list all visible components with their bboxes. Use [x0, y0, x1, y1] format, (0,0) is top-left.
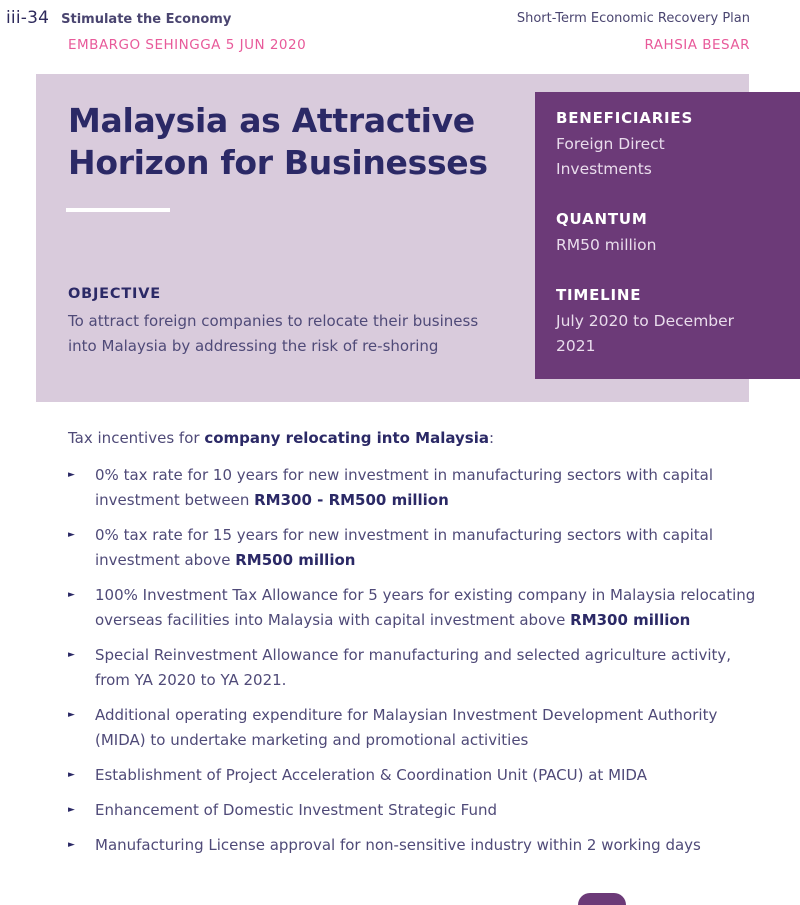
- triangle-right-icon: ►: [68, 530, 75, 540]
- list-item: [68, 643, 758, 693]
- beneficiaries-line2: Investments: [556, 160, 652, 178]
- list-item-text: Manufacturing License approval for non-sensitive industry within 2 working days: [95, 836, 701, 854]
- quantum-value: RM50 million: [556, 236, 657, 254]
- page-corner-tab: [578, 893, 626, 905]
- list-item-bold: RM500 million: [235, 551, 356, 569]
- objective-line1: To attract foreign companies to relocate their business: [68, 312, 479, 330]
- list-item-text: Enhancement of Domestic Investment Strategic Fund: [95, 801, 497, 819]
- plan-name: Short-Term Economic Recovery Plan: [516, 11, 750, 26]
- list-item-bold: RM300 million: [570, 611, 691, 629]
- triangle-right-icon: ►: [68, 770, 75, 780]
- page-header-left: [6, 8, 231, 28]
- beneficiaries-line1: Foreign Direct: [556, 135, 665, 153]
- objective-line2: into Malaysia by addressing the risk of re-shoring: [68, 337, 439, 355]
- incentives-intro: [68, 429, 494, 447]
- list-item-text: 100% Investment Tax Allowance for 5 years for existing company in Malaysia relocating overseas facilities into Malaysia with capital investment above: [95, 586, 756, 629]
- summary-panel: [535, 92, 800, 379]
- triangle-right-icon: ►: [68, 650, 75, 660]
- timeline-line2: 2021: [556, 337, 596, 355]
- list-item-text: Special Reinvestment Allowance for manufacturing and selected agriculture activity, from YA 2020 to YA 2021.: [95, 646, 732, 689]
- list-item: [68, 763, 758, 788]
- triangle-right-icon: ►: [68, 590, 75, 600]
- section-name: Stimulate the Economy: [61, 12, 232, 27]
- triangle-right-icon: ►: [68, 805, 75, 815]
- list-item-bold: RM300 - RM500 million: [254, 491, 449, 509]
- intro-bold: company relocating into Malaysia: [204, 429, 489, 447]
- list-item-text: Additional operating expenditure for Malaysian Investment Development Authority (MIDA) to undertake marketing and promotional activities: [95, 706, 718, 749]
- triangle-right-icon: ►: [68, 840, 75, 850]
- list-item: [68, 703, 758, 753]
- list-item: [68, 798, 758, 823]
- list-item: [68, 833, 758, 858]
- classification-label: RAHSIA BESAR: [644, 37, 750, 53]
- page-title-line2: Horizon for Businesses: [68, 143, 488, 182]
- list-item: [68, 463, 758, 513]
- list-item: [68, 523, 758, 573]
- embargo-notice: EMBARGO SEHINGGA 5 JUN 2020: [68, 37, 307, 53]
- page-title-line1: Malaysia as Attractive: [68, 101, 475, 140]
- page-number: iii-34: [6, 8, 50, 28]
- quantum-label: QUANTUM: [556, 210, 648, 228]
- triangle-right-icon: ►: [68, 710, 75, 720]
- triangle-right-icon: ►: [68, 470, 75, 480]
- intro-suffix: :: [489, 429, 495, 447]
- incentive-list: [68, 463, 758, 868]
- beneficiaries-value: [556, 132, 786, 182]
- list-item: [68, 583, 758, 633]
- title-divider: [66, 208, 170, 212]
- list-item-text: 0% tax rate for 10 years for new investment in manufacturing sectors with capital investment between: [95, 466, 714, 509]
- intro-prefix: Tax incentives for: [68, 429, 205, 447]
- objective-text: [68, 309, 523, 359]
- timeline-value: [556, 309, 786, 359]
- timeline-line1: July 2020 to December: [556, 312, 735, 330]
- list-item-text: 0% tax rate for 15 years for new investment in manufacturing sectors with capital investment above: [95, 526, 714, 569]
- timeline-label: TIMELINE: [556, 286, 642, 304]
- objective-heading: OBJECTIVE: [68, 286, 161, 302]
- beneficiaries-label: BENEFICIARIES: [556, 109, 694, 127]
- list-item-text: Establishment of Project Acceleration & Coordination Unit (PACU) at MIDA: [95, 766, 647, 784]
- page-title: [68, 100, 498, 184]
